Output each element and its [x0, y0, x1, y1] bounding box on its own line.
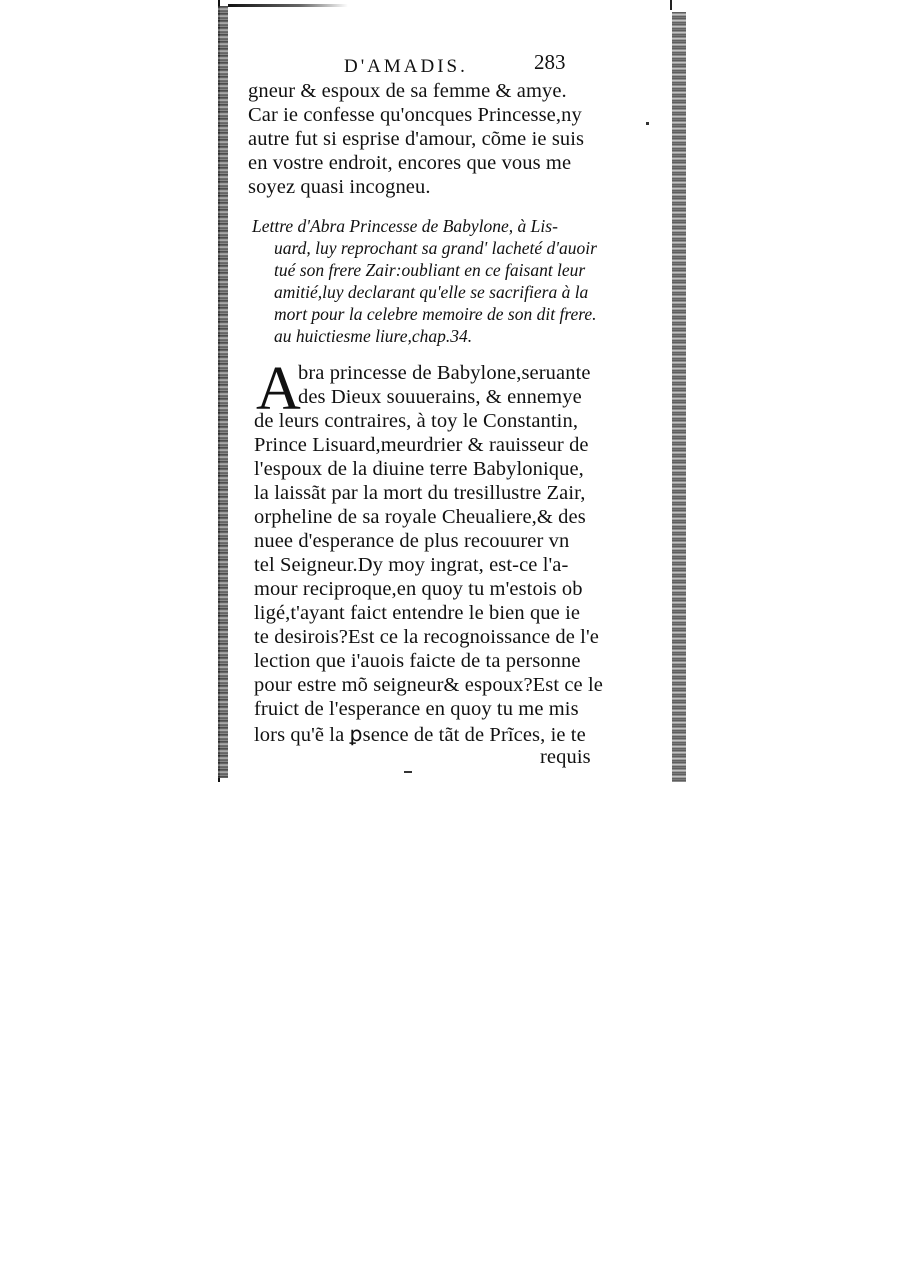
ink-speck: [404, 771, 412, 773]
page-gutter-shadow: [218, 6, 228, 778]
page-number: 283: [534, 50, 566, 74]
letter-body-line: ligé,t'ayant faict entendre le bien que ie: [254, 602, 581, 624]
page-corner-mark: [670, 0, 672, 10]
top-paragraph-line: gneur & espoux de sa femme & amye.: [248, 80, 567, 102]
book-page: [218, 0, 686, 782]
letter-body-line: fruict de l'esperance en quoy tu me mis: [254, 698, 579, 720]
page-top-edge: [228, 4, 348, 7]
letter-heading-line: mort pour la celebre memoire de son dit frere.: [274, 304, 597, 324]
page-fore-edge: [672, 12, 686, 782]
letter-heading-line: au huictiesme liure,chap.34.: [274, 326, 473, 346]
top-paragraph-line: Car ie confesse qu'oncques Princesse,ny: [248, 104, 582, 126]
drop-cap: A: [256, 355, 301, 423]
top-paragraph-line: soyez quasi incogneu.: [248, 176, 431, 198]
top-paragraph-line: en vostre endroit, encores que vous me: [248, 152, 572, 174]
running-head: D'AMADIS.: [344, 56, 468, 77]
top-paragraph-line: autre fut si esprise d'amour, cõme ie suis: [248, 128, 585, 150]
letter-body-line: des Dieux souuerains, & ennemye: [298, 386, 582, 408]
letter-body-line: lection que i'auois faicte de ta personne: [254, 650, 581, 672]
letter-body-line: orpheline de sa royale Cheualiere,& des: [254, 506, 586, 528]
letter-body-line: mour reciproque,en quoy tu m'estois ob: [254, 578, 583, 600]
letter-body-line: te desirois?Est ce la recognoissance de l'e: [254, 626, 599, 648]
letter-heading-line: amitié,luy declarant qu'elle se sacrifiera à la: [274, 282, 589, 302]
letter-body-line: tel Seigneur.Dy moy ingrat, est-ce l'a-: [254, 554, 569, 576]
letter-body-line: pour estre mõ seigneur& espoux?Est ce le: [254, 674, 603, 696]
ink-speck: [646, 122, 649, 125]
catchword: requis: [540, 746, 591, 768]
letter-body-line: bra princesse de Babylone,seruante: [298, 362, 591, 384]
letter-body-line: lors qu'ẽ la ꝑsence de tãt de Prĩces, ie te: [254, 724, 586, 746]
letter-heading-line: tué son frere Zair:oubliant en ce faisant leur: [274, 260, 586, 280]
letter-body-line: Prince Lisuard,meurdrier & rauisseur de: [254, 434, 589, 456]
letter-body-line: l'espoux de la diuine terre Babylonique,: [254, 458, 584, 480]
letter-body-line: la laissãt par la mort du tresillustre Zair,: [254, 482, 586, 504]
letter-body-line: de leurs contraires, à toy le Constantin,: [254, 410, 579, 432]
letter-heading-line: Lettre d'Abra Princesse de Babylone, à Lis-: [252, 216, 558, 236]
letter-body-line: nuee d'esperance de plus recouurer vn: [254, 530, 570, 552]
letter-heading-line: uard, luy reprochant sa grand' lacheté d'auoir: [274, 238, 597, 258]
